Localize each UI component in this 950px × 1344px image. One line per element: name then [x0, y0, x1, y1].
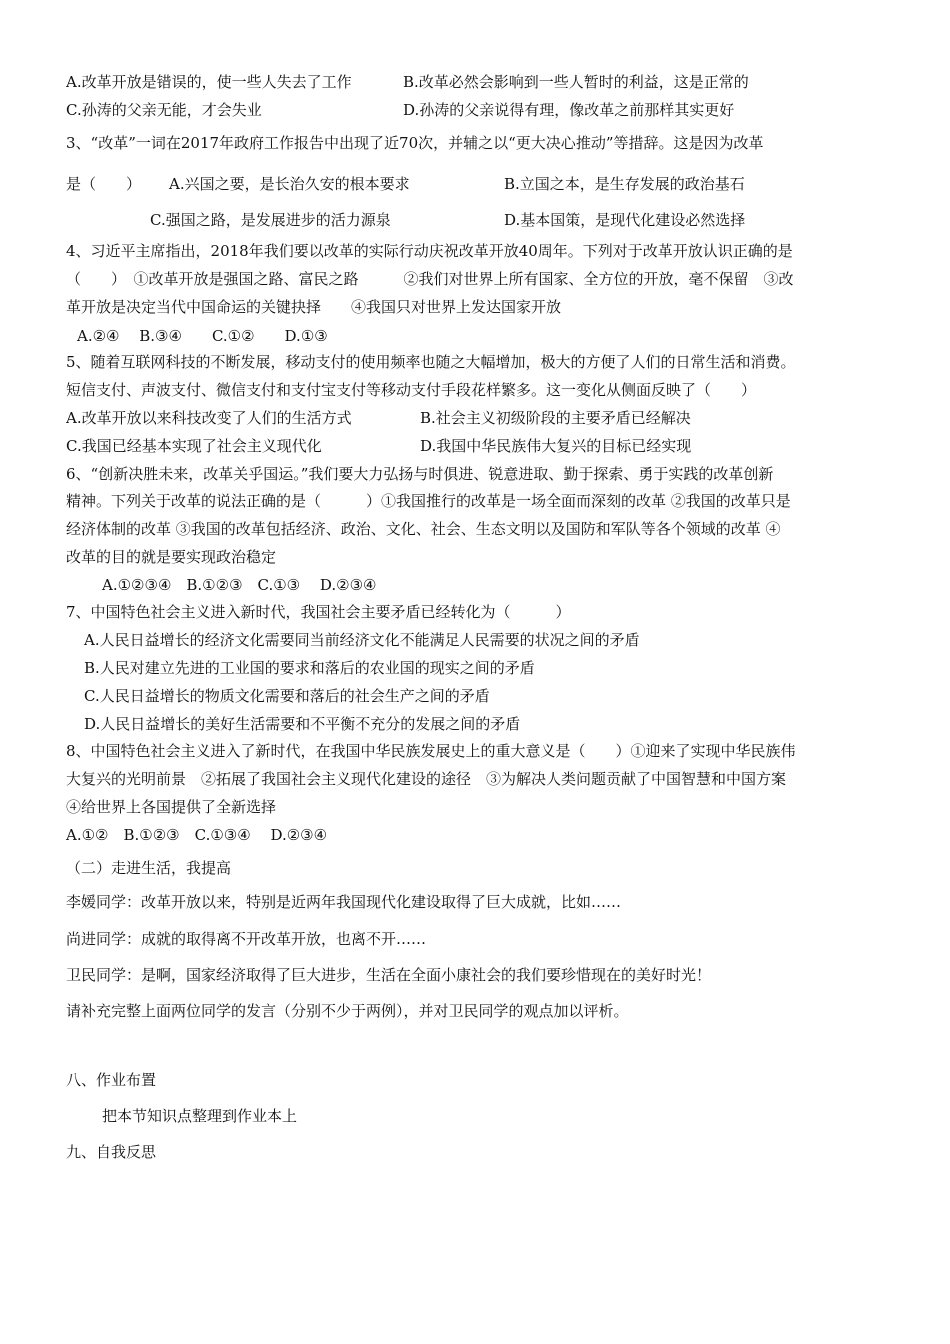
student-wei-min-remark: 卫民同学：是啊，国家经济取得了巨大进步，生活在全面小康社会的我们要珍惜现在的美好时光！: [66, 966, 712, 984]
section-2-heading: （二）走进生活，我提高: [66, 859, 232, 877]
q4-options: A.②④ B.③④ C.①② D.①③: [77, 327, 328, 345]
q3-option-b: B.立国之本，是生存发展的政治基石: [504, 175, 745, 193]
q6-line-4: 改革的目的就是要实现政治稳定: [66, 548, 277, 566]
q4-line-1: 4、习近平主席指出，2018年我们要以改革的实际行动庆祝改革开放40周年。下列对于改革开放认识正确的是: [66, 242, 793, 260]
q8-line-2: 大复兴的光明前景 ②拓展了我国社会主义现代化建设的途径 ③为解决人类问题贡献了中国智慧和中国方案: [66, 770, 787, 788]
q4-line-3: 革开放是决定当代中国命运的关键抉择 ④我国只对世界上发达国家开放: [66, 298, 562, 316]
q5-option-b: B.社会主义初级阶段的主要矛盾已经解决: [420, 409, 691, 427]
q6-line-2: 精神。下列关于改革的说法正确的是（ ）①我国推行的改革是一场全面而深刻的改革 ②我国的改革只是: [66, 492, 791, 510]
q7-option-c: C.人民日益增长的物质文化需要和落后的社会生产之间的矛盾: [84, 687, 490, 705]
student-shang-jin-remark: 尚进同学：成就的取得离不开改革开放，也离不开……: [66, 930, 427, 948]
q2-option-a: A.改革开放是错误的，使一些人失去了工作: [66, 73, 352, 91]
q3-stem-line-2: 是（ ）: [66, 175, 142, 193]
q3-option-d: D.基本国策，是现代化建设必然选择: [504, 211, 746, 229]
section-9-heading: 九、自我反思: [66, 1143, 157, 1161]
q8-line-1: 8、中国特色社会主义进入了新时代，在我国中华民族发展史上的重大意义是（ ）①迎来了实现中华民族伟: [66, 742, 796, 760]
section-8-heading: 八、作业布置: [66, 1071, 157, 1089]
q3-option-a: A.兴国之要，是长治久安的根本要求: [169, 175, 410, 193]
q3-stem-line-1: 3、“改革”一词在2017年政府工作报告中出现了近70次，并辅之以“更大决心推动”等措辞。这是因为改革: [66, 134, 764, 152]
q3-option-c: C.强国之路，是发展进步的活力源泉: [150, 211, 391, 229]
q8-options: A.①② B.①②③ C.①③④ D.②③④: [66, 826, 328, 844]
q2-option-b: B.改革必然会影响到一些人暂时的利益，这是正常的: [403, 73, 749, 91]
q5-line-2: 短信支付、声波支付、微信支付和支付宝支付等移动支付手段花样繁多。这一变化从侧面反映了（ ）: [66, 381, 757, 399]
section-2-instruction: 请补充完整上面两位同学的发言（分别不少于两例），并对卫民同学的观点加以评析。: [66, 1002, 629, 1020]
q6-line-3: 经济体制的改革 ③我国的改革包括经济、政治、文化、社会、生态文明以及国防和军队等各个领域的改革 ④: [66, 520, 781, 538]
q2-option-c: C.孙涛的父亲无能，才会失业: [66, 101, 262, 119]
student-li-yuan-remark: 李媛同学：改革开放以来，特别是近两年我国现代化建设取得了巨大成就，比如……: [66, 893, 622, 911]
q7-option-a: A.人民日益增长的经济文化需要同当前经济文化不能满足人民需要的状况之间的矛盾: [84, 631, 640, 649]
homework-content: 把本节知识点整理到作业本上: [102, 1107, 298, 1125]
q6-options: A.①②③④ B.①②③ C.①③ D.②③④: [102, 576, 377, 594]
q5-option-d: D.我国中华民族伟大复兴的目标已经实现: [420, 437, 692, 455]
q5-option-a: A.改革开放以来科技改变了人们的生活方式: [66, 409, 352, 427]
q7-option-b: B.人民对建立先进的工业国的要求和落后的农业国的现实之间的矛盾: [84, 659, 535, 677]
q2-option-d: D.孙涛的父亲说得有理，像改革之前那样其实更好: [403, 101, 735, 119]
q5-option-c: C.我国已经基本实现了社会主义现代化: [66, 437, 322, 455]
q7-stem: 7、中国特色社会主义进入新时代，我国社会主要矛盾已经转化为（ ）: [66, 603, 571, 621]
q4-line-2: （ ） ①改革开放是强国之路、富民之路 ②我们对世界上所有国家、全方位的开放，毫不保留 ③改: [66, 270, 794, 288]
q8-line-3: ④给世界上各国提供了全新选择: [66, 798, 277, 816]
q5-line-1: 5、随着互联网科技的不断发展，移动支付的使用频率也随之大幅增加，极大的方便了人们的日常生活和消费。: [66, 353, 796, 371]
q6-line-1: 6、“创新决胜未来，改革关乎国运。”我们要大力弘扬与时俱进、锐意进取、勤于探索、勇于实践的改革创新: [66, 465, 774, 483]
q7-option-d: D.人民日益增长的美好生活需要和不平衡不充分的发展之间的矛盾: [84, 715, 521, 733]
